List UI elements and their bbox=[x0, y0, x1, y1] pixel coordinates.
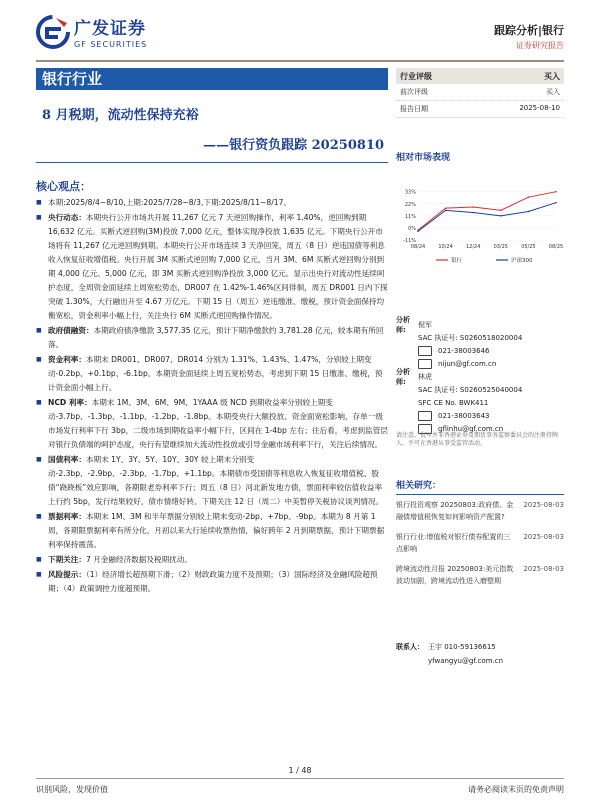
bullet-text: 本期政府债净缴款 3,577.35 亿元，预计下期净缴款约 3,781.28 亿元，较本期有所回落。 bbox=[48, 326, 384, 349]
data-point bbox=[528, 196, 530, 198]
analyst-email[interactable]: nijun@gf.com.cn bbox=[438, 359, 497, 368]
bullet-item bbox=[36, 510, 388, 552]
bullet-lead: 资金利率： bbox=[48, 355, 86, 364]
analyst-email[interactable]: gflinhu@gf.com.cn bbox=[438, 424, 504, 433]
rating-row bbox=[396, 101, 564, 118]
report-category: 跟踪分析|银行 bbox=[493, 24, 564, 37]
analyst-row bbox=[396, 357, 564, 370]
analyst-role: 分析师: bbox=[396, 315, 410, 334]
email-icon bbox=[418, 359, 432, 369]
x-tick-label: 08/25 bbox=[548, 244, 564, 250]
logo-text-en: GF SECURITIES bbox=[74, 40, 148, 49]
analyst-row bbox=[396, 367, 564, 386]
x-tick-label: 08/24 bbox=[410, 244, 426, 250]
industry-banner: 银行行业 bbox=[36, 68, 388, 90]
analyst-row bbox=[396, 383, 564, 396]
bullet-text: 本期末 1M、3M 和半年票据分别较上期末变动-2bp、+7bp、-9bp。本期为 8 月第 1 周，各期限票据利率有所分化，月初以来大行延续收票热情，偏好跨年 2 月到期票据，预计下期票据利率保持震荡。 bbox=[48, 512, 385, 549]
bullet-item bbox=[36, 396, 388, 452]
x-tick-label: 05/25 bbox=[521, 244, 536, 250]
header-divider bbox=[36, 60, 564, 62]
analyst-row bbox=[396, 315, 564, 334]
performance-chart bbox=[396, 178, 564, 268]
report-series-title: ——银行资负跟踪 20250810 bbox=[203, 138, 384, 153]
analyst-row bbox=[396, 331, 564, 344]
core-views-title: 核心观点： bbox=[36, 180, 91, 193]
rating-box bbox=[396, 68, 564, 118]
y-tick-label: -11% bbox=[403, 238, 416, 244]
analyst-name: 倪军 bbox=[418, 320, 432, 329]
rating-label: 行业评级 bbox=[400, 71, 432, 81]
footer-slogan: 识别风险，发现价值 bbox=[36, 785, 108, 794]
page-number: 1 / 48 bbox=[288, 766, 312, 775]
series-line-bank bbox=[418, 192, 556, 230]
report-type: 证券研究报告 bbox=[516, 41, 564, 50]
analyst-phone: 021-38003646 bbox=[438, 346, 490, 355]
analyst-cert2: SFC CE No. BWK411 bbox=[418, 398, 489, 407]
analyst-cert: SAC 执证号: S0260518020004 bbox=[418, 333, 523, 342]
footer-divider bbox=[36, 778, 564, 779]
bullet-item bbox=[36, 324, 388, 352]
analyst-block bbox=[396, 315, 564, 435]
bullet-item bbox=[36, 453, 388, 509]
data-point bbox=[445, 207, 447, 209]
gf-logo bbox=[36, 14, 147, 49]
bullet-text: 7 月金融经济数据及税期扰动。 bbox=[85, 555, 192, 564]
related-item[interactable] bbox=[396, 527, 564, 559]
series-line-hs300 bbox=[418, 203, 556, 232]
logo-text-cn: 广发证券 bbox=[74, 19, 146, 39]
x-tick-label: 03/25 bbox=[493, 244, 509, 250]
contact-row bbox=[396, 654, 564, 668]
data-point bbox=[472, 212, 474, 214]
y-tick-label: 0% bbox=[408, 225, 416, 232]
analyst-cert: SAC 执证号: S0260525040004 bbox=[418, 385, 523, 394]
title-divider bbox=[36, 162, 388, 163]
report-title: 8 月税期，流动性保持充裕 bbox=[42, 108, 199, 123]
bullet-lead: NCD 利率： bbox=[48, 398, 92, 407]
phone-icon bbox=[418, 411, 432, 421]
related-item-text: 跨境流动性月报 20250803:美元指数波动加剧，跨境流动性进入磨整期 bbox=[396, 565, 514, 585]
data-point bbox=[445, 210, 447, 212]
bullet-lead: 下期关注： bbox=[48, 555, 86, 564]
contact-label: 联系人： bbox=[396, 643, 424, 651]
data-point bbox=[555, 191, 557, 193]
legend-label: 沪深300 bbox=[511, 258, 533, 264]
bullet-lead: 国债利率： bbox=[48, 455, 86, 464]
y-tick-label: 11% bbox=[404, 213, 416, 220]
x-tick-label: 12/24 bbox=[465, 244, 481, 250]
analyst-disclaimer: 请注意，倪军并非香港证券及期货事务监察委员会的注册持牌人，不可在香港从事受监管活动。 bbox=[396, 432, 559, 447]
data-point bbox=[555, 202, 557, 204]
phone-icon bbox=[418, 346, 432, 356]
analyst-phone: 021-38003643 bbox=[438, 411, 490, 420]
rating-row-value: 2025-08-10 bbox=[519, 104, 560, 112]
rating-row-label: 报告日期 bbox=[400, 105, 428, 113]
performance-title: 相对市场表现 bbox=[396, 153, 451, 163]
bullet-item bbox=[36, 568, 388, 596]
bullet-text: 本期末 1Y、3Y、5Y、10Y、30Y 较上期末分别变动-2.3bp、-2.9bp、-2.3bp、-1.7bp、+1.1bp。本期债市受国债等利息收入恢复征收增值税、股债“跷跷板”效应影响，各期限老券利率下行；周五（8 日）河北新发地方债，票面利率较估值收益率上行约 5bp，发行结果较好，债市情绪好转。下期关注 12 日（周二）中美暂停关税协议谈判情况。 bbox=[48, 455, 384, 506]
data-point bbox=[500, 210, 502, 212]
bullet-item bbox=[36, 196, 388, 210]
analyst-row bbox=[396, 409, 564, 422]
rating-row-value: 买入 bbox=[546, 88, 560, 96]
bullet-text: 本期:2025/8/4~8/10,上期:2025/7/28~8/3,下期:2025/8/11~8/17。 bbox=[48, 198, 292, 207]
bullet-text: 本期末 DR001、DR007、DR014 分别为 1.31%、1.43%、1.47%，分别较上期变动-0.2bp、+0.1bp、-6.1bp。本期资金面延续上周五宽松势态，考虑到下期 15 日缴准、缴税，预计资金面小幅上行。 bbox=[48, 355, 383, 392]
page-header bbox=[0, 0, 600, 62]
related-research bbox=[396, 474, 564, 591]
data-point bbox=[500, 215, 502, 217]
bullet-lead: 央行动态： bbox=[48, 213, 86, 222]
related-item-date: 2025-08-03 bbox=[523, 533, 564, 541]
related-item-date: 2025-08-03 bbox=[523, 565, 564, 573]
bullet-lead: 票据利率： bbox=[48, 512, 86, 521]
related-item-text: 银行行业:增值税对银行债券配置的三点影响 bbox=[396, 533, 511, 553]
legend-label: 银行 bbox=[451, 258, 463, 264]
contact-block bbox=[396, 640, 564, 668]
bullet-text: （1）经济增长超预期下滑；（2）财政政策力度不及预期；（3）国际经济及金融风险超预期；（4）政策调控力度超预期。 bbox=[48, 570, 378, 593]
bullet-item bbox=[36, 553, 388, 567]
core-views-body bbox=[36, 196, 388, 597]
data-point bbox=[417, 230, 419, 232]
bullet-item bbox=[36, 211, 388, 323]
rating-row bbox=[396, 84, 564, 101]
related-item-text: 银行投资观察 20250803:政府债、金融债增值税恢复如何影响资产配置? bbox=[396, 501, 514, 521]
bullet-item bbox=[36, 353, 388, 395]
related-item[interactable] bbox=[396, 495, 564, 527]
rating-value: 买入 bbox=[544, 71, 560, 81]
analyst-name: 林虎 bbox=[418, 372, 432, 381]
analyst-row bbox=[396, 344, 564, 357]
related-title: 相关研究： bbox=[396, 474, 564, 495]
data-point bbox=[472, 206, 474, 208]
x-tick-label: 10/24 bbox=[438, 244, 453, 250]
data-point bbox=[528, 211, 530, 213]
rating-row-label: 前次评级 bbox=[400, 88, 428, 96]
contact-name-phone: 王宇 010-59136615 bbox=[428, 643, 496, 651]
y-tick-label: 33% bbox=[404, 189, 416, 196]
gf-logo-icon bbox=[36, 15, 70, 49]
y-tick-label: 22% bbox=[404, 201, 416, 208]
contact-email[interactable]: yfwangyu@gf.com.cn bbox=[428, 657, 504, 665]
bullet-lead: 政府债融资： bbox=[48, 326, 94, 335]
bullet-lead: 风险提示： bbox=[48, 570, 86, 579]
contact-row bbox=[396, 640, 564, 654]
bullet-text: 本期央行公开市场共开展 11,267 亿元 7 天逆回购操作，利率 1.40%，逆回购到期 16,632 亿元。买断式逆回购(3M)投放 7,000 亿元，整体实现净投放 1,635 亿元。下期央行公开市场将有 11,267 亿元逆回购到期。本期央行公开市场连续 3 天净回笼，周五（8 日）逆违国债等利息收入恢复征收增值税。央行开展 3M 买断式逆回购 7,000 亿元，当月 3M、6M 买断式逆回购分别到期 4,000 亿元、5,000 亿元，即 3M 买断式逆回购净投放 3,000 亿元。显示出央行对流动性延续呵护态度，全周资金面延续上周宽松势态，DR007 在 1.42%-1.46%区间徘徊，周五 DR001 日内下探突破 1.30%，大行融出升至 4.67 万亿元。下期 15 日（周五）逆违缴准、缴税，预计资金面保持均衡宽松，资金利率小幅上行，关注央行 6M 买断式逆回购操作情况。 bbox=[48, 213, 388, 320]
analyst-role: 分析师: bbox=[396, 367, 410, 386]
rating-header bbox=[396, 68, 564, 84]
analyst-row bbox=[396, 396, 564, 409]
related-item[interactable] bbox=[396, 559, 564, 591]
footer-disclaimer: 请务必阅读末页的免责声明 bbox=[468, 785, 564, 794]
related-item-date: 2025-08-03 bbox=[523, 501, 564, 509]
bullet-text: 本期末 1M、3M、6M、9M、1YAAA 级 NCD 到期收益率分别较上期变动-3.7bp、-1.3bp、-1.1bp、-1.2bp、-1.8bp。本期受央行大额投放、资金面宽松影响，存单一级市场发行利率下行 3bp，二级市场到期收益率小幅下行，区间在 1-4bp 左右；往后看，考虑到监管层对银行负债端的呵护态度，央行有望继续加大流动性投放或引导金融市场利率下行，关注后续情况。 bbox=[48, 398, 388, 449]
